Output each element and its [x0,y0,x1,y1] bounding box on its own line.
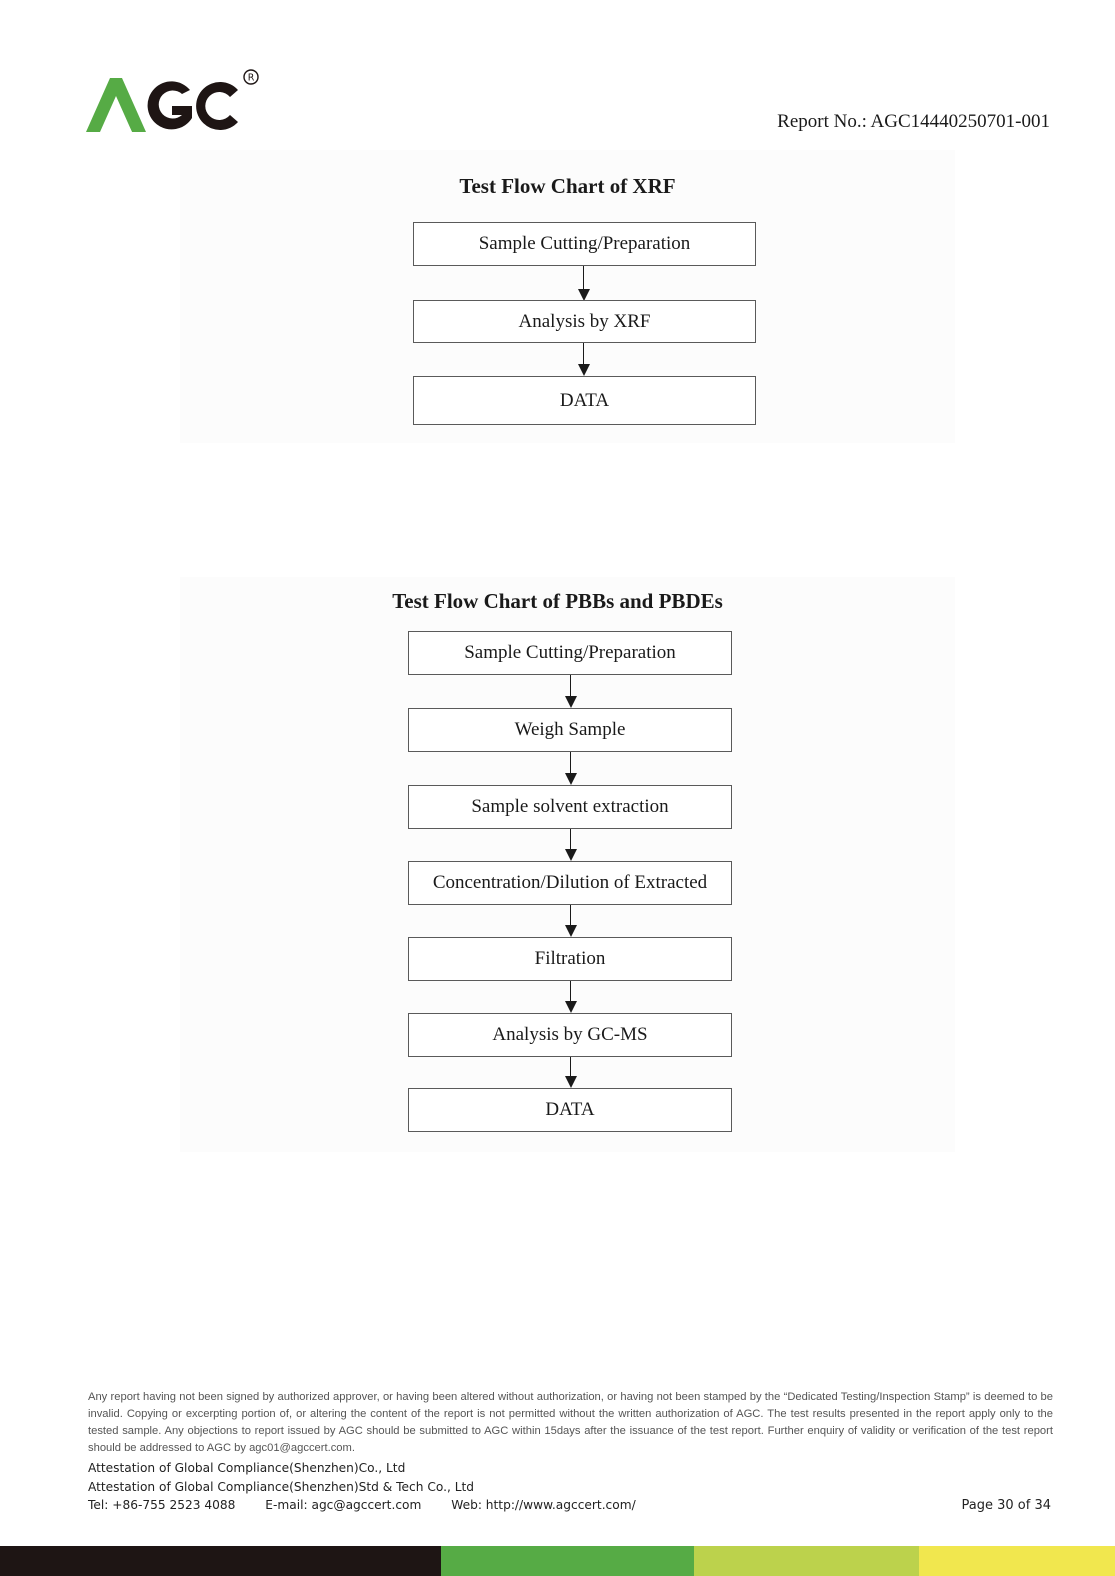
xrf-step-analysis: Analysis by XRF [413,300,756,343]
contact-web: Web: http://www.agccert.com/ [451,1498,636,1512]
company-name-1: Attestation of Global Compliance(Shenzhen)Co., Ltd [88,1461,406,1475]
arrow-down-icon [578,266,590,301]
xrf-chart-title: Test Flow Chart of XRF [459,174,676,198]
xrf-step-data: DATA [413,376,756,425]
footer-color-bar-yellow [919,1546,1115,1576]
disclaimer-text: Any report having not been signed by authorized approver, or having been altered without authorization, or having not been stamped by the “Dedicated Testing/Inspection Stamp” is deemed to be invalid. Copying or excerpting portion of, or altering the content of the report is not permitted without the written authorization of AGC. The test results presented in the report apply only to the tested sample. Any objections to report issued by AGC should be submitted to AGC within 15days after the issuance of the test report. Further enquiry of validity or verification of the test report should be addressed to AGC by agc01@agccert.com. [88,1391,1053,1454]
pbb-chart-title: Test Flow Chart of PBBs and PBDEs [392,589,723,613]
pbb-step-extraction: Sample solvent extraction [408,785,732,829]
pbb-step-gcms: Analysis by GC-MS [408,1013,732,1057]
report-number: Report No.: AGC14440250701-001 [777,111,1050,132]
svg-text:R: R [247,72,255,84]
pbb-step-sample-cutting: Sample Cutting/Preparation [408,631,732,675]
arrow-down-icon [565,752,577,785]
contact-line [88,1498,662,1512]
footer-color-bar-dark [0,1546,441,1576]
footer-color-bar-green [441,1546,694,1576]
arrow-down-icon [578,343,590,376]
pbb-step-filtration: Filtration [408,937,732,981]
arrow-down-icon [565,829,577,861]
pbb-step-data: DATA [408,1088,732,1132]
company-name-2: Attestation of Global Compliance(Shenzhen)Std & Tech Co., Ltd [88,1480,474,1494]
contact-tel: Tel: +86-755 2523 4088 [88,1498,236,1512]
arrow-down-icon [565,981,577,1013]
contact-email: E-mail: agc@agccert.com [265,1498,422,1512]
page-number: Page 30 of 34 [961,1498,1051,1513]
pbb-step-concentration: Concentration/Dilution of Extracted [408,861,732,905]
arrow-down-icon [565,1057,577,1088]
arrow-down-icon [565,905,577,937]
footer-color-bar-lime [694,1546,919,1576]
arrow-down-icon [565,675,577,708]
agc-logo [86,68,266,136]
pbb-step-weigh: Weigh Sample [408,708,732,752]
xrf-step-sample-cutting: Sample Cutting/Preparation [413,222,756,266]
